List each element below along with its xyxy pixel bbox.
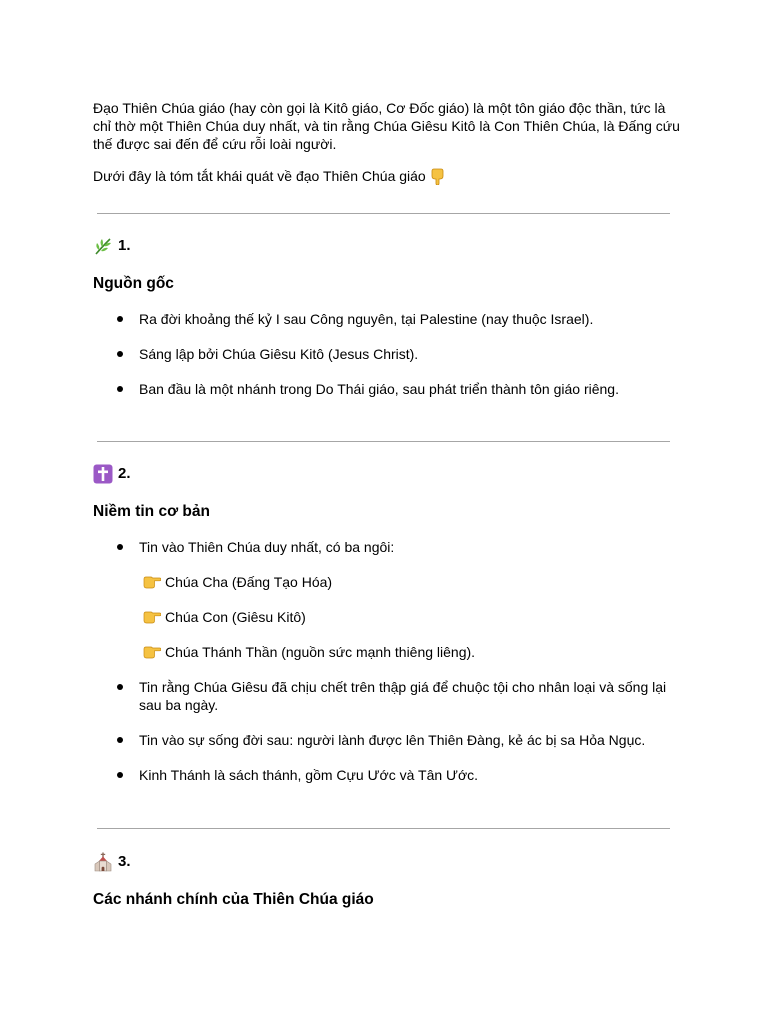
list-item (0, 766, 674, 784)
bullet-icon (117, 351, 123, 357)
herb-leaf-icon (93, 236, 113, 256)
section-3-title: Các nhánh chính của Thiên Chúa giáo (93, 891, 374, 908)
sub-item-text: Chúa Cha (Đấng Tạo Hóa) (165, 574, 333, 590)
list-item-text: Ra đời khoảng thế kỷ I sau Công nguyên, tại Palestine (nay thuộc Israel). (139, 311, 594, 327)
sub-item-text: Chúa Thánh Thần (nguồn sức mạnh thiêng liêng). (165, 644, 476, 660)
list-item-text: Ban đầu là một nhánh trong Do Thái giáo, sau phát triển thành tôn giáo riêng. (139, 381, 619, 397)
intro (93, 99, 683, 185)
bullet-icon (117, 737, 123, 743)
section-3-heading (93, 852, 131, 872)
backhand-index-pointing-right-icon (143, 575, 161, 589)
section-divider (97, 213, 670, 214)
list-item-text: Kinh Thánh là sách thánh, gồm Cựu Ước và Tân Ước. (139, 767, 479, 783)
bullet-icon (117, 544, 123, 550)
intro-summary-line (93, 167, 683, 185)
intro-paragraph: Đạo Thiên Chúa giáo (hay còn gọi là Kitô giáo, Cơ Đốc giáo) là một tôn giáo độc thần, tức là chỉ thờ một Thiên Chúa duy nhất, và tin rằng Chúa Giêsu Kitô là Con Thiên Chúa, là Đấng cứu thế được sai đến để cứu rỗi loài người. (93, 100, 680, 152)
bullet-icon (117, 684, 123, 690)
sub-item (0, 608, 768, 626)
list-item (0, 731, 674, 749)
section-1-number: 1. (118, 237, 131, 254)
section-3-number: 3. (118, 853, 131, 870)
sub-item (0, 573, 768, 591)
section-divider (97, 828, 670, 829)
section-1-list (0, 310, 768, 398)
list-item (0, 538, 674, 556)
list-item-text: Tin vào sự sống đời sau: người lành được lên Thiên Đàng, kẻ ác bị sa Hỏa Ngục. (139, 732, 646, 748)
section-2-list (0, 538, 768, 784)
section-divider (97, 441, 670, 442)
list-item-text: Sáng lập bởi Chúa Giêsu Kitô (Jesus Christ). (139, 346, 419, 362)
intro-summary-text: Dưới đây là tóm tắt khái quát về đạo Thiên Chúa giáo (93, 168, 426, 184)
backhand-index-pointing-down-icon (430, 168, 446, 185)
list-item-text: Tin vào Thiên Chúa duy nhất, có ba ngôi: (139, 539, 395, 555)
backhand-index-pointing-right-icon (143, 645, 161, 659)
backhand-index-pointing-right-icon (143, 610, 161, 624)
section-2-title: Niềm tin cơ bản (93, 503, 210, 520)
section-1-heading (93, 236, 131, 256)
bullet-icon (117, 316, 123, 322)
section-2-number: 2. (118, 465, 131, 482)
list-item (0, 678, 674, 714)
latin-cross-icon (93, 464, 113, 484)
list-item-text: Tin rằng Chúa Giêsu đã chịu chết trên thập giá để chuộc tội cho nhân loại và sống lại sau ba ngày. (139, 679, 667, 713)
bullet-icon (117, 386, 123, 392)
list-item (0, 345, 674, 363)
church-icon (93, 852, 113, 872)
list-item (0, 310, 674, 328)
section-2-heading (93, 464, 131, 484)
section-1-title: Nguồn gốc (93, 275, 174, 292)
sub-item-text: Chúa Con (Giêsu Kitô) (165, 609, 306, 625)
sub-item (0, 643, 768, 661)
list-item (0, 380, 674, 398)
bullet-icon (117, 772, 123, 778)
